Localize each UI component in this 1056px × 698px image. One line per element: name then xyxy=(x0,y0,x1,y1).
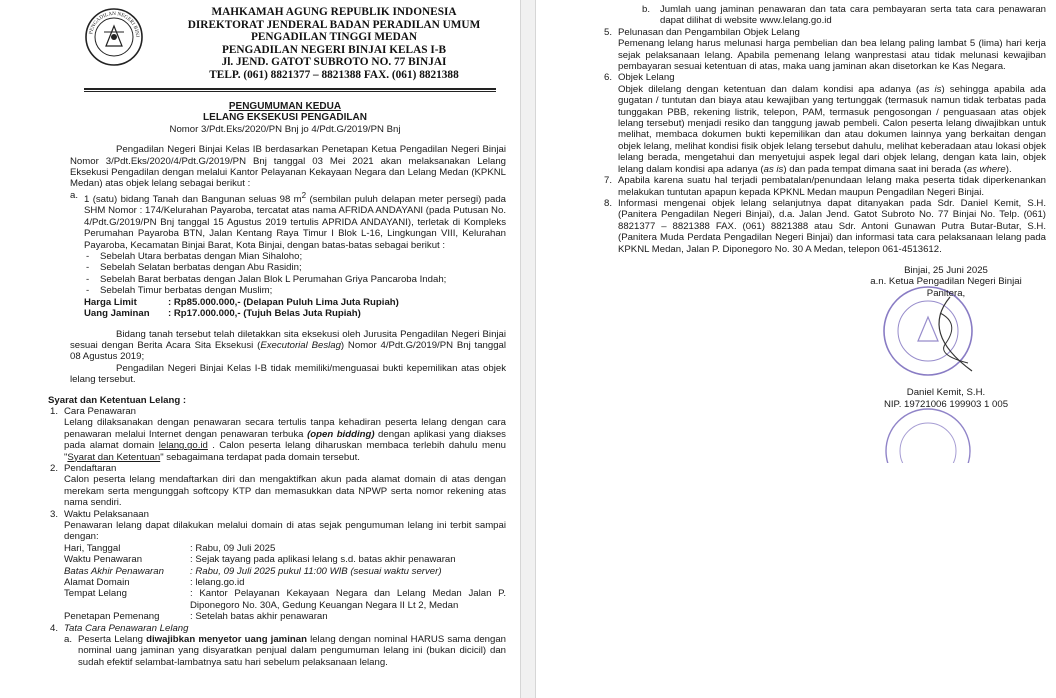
boundary-text: Sebelah Timur berbatas dengan Muslim; xyxy=(100,285,273,297)
schedule-key: Penetapan Pemenang xyxy=(64,611,160,623)
schedule-row xyxy=(64,611,506,622)
object-item xyxy=(70,190,506,320)
object-text: 1 (satu) bidang Tanah dan Bangunan seluas 98 m xyxy=(84,194,302,206)
terms-item-3 xyxy=(50,509,506,623)
terms-title: Syarat dan Ketentuan Lelang : xyxy=(48,394,187,406)
item-text: Calon peserta lelang mendaftarkan diri dan mengaktifkan akun pada alamat domain di atas dengan merekam serta mengunggah softcopy KTP dan memasukkan data NPWP serta nomor rekening atas nama sendiri. xyxy=(64,474,506,509)
item-number: 8. xyxy=(604,197,613,209)
boundary-text: Sebelah Selatan berbatas dengan Abu Rasidin; xyxy=(100,262,302,274)
text-run: Peserta Lelang xyxy=(78,634,147,646)
schedule-row xyxy=(64,543,506,554)
item-text: Informasi mengenai objek lelang selanjutnya dapat ditanyakan pada Sdr. Daniel Kemit, S.H. (Panitera Pengadilan Negeri Binjai), d.a. Jalan Jend. Gatot Subroto No. 77 Binjai No. Telp. (061) 8821377 – 8821388 FAX. (061) 8821388 atau Sdr. Antoni Gunawan Putra Butar-Butar, S.H. (Panitera Muda Perdata Pengadilan Negeri Binjai) dan informasi tata cara pelaksanaan lelang pada KPKNL Medan, Jalan P. Diponegoro No. 30 A Medan, telepon 061-4513612. xyxy=(618,197,1046,255)
seal-lettering: PENGADILAN NEGERI BINJ xyxy=(88,10,141,38)
sita-text: Bidang tanah tersebut telah diletakkan sita eksekusi oleh Jurusita Pengadilan Negeri Binjai sesuai dengan Berita Acara Sita Eksekusi ( xyxy=(70,328,506,351)
terms-item-6 xyxy=(604,72,1046,175)
announcement-title xyxy=(64,101,506,135)
object-description xyxy=(84,190,506,251)
harga-limit-value: : Rp85.000.000,- (Delapan Puluh Lima Juta Rupiah) xyxy=(168,296,399,308)
boundary-text: Sebelah Barat berbatas dengan Jalan Blok L Perumahan Griya Pancaroba Indah; xyxy=(100,273,447,285)
text-run: ) sehingga apabila ada gugatan / tuntutan dan biaya atau kewajiban yang tertunggak (termasuk namun tidak terbatas pada tunggakan PBB, rekening listrik, telepon, PAM, termasuk pengosongan / penguasaan atas objek lelang tersebut) menjadi resiko dan tanggung jawab pembeli. Calon peserta lelang diwajibkan untuk melihat, membaca dokumen bukti kepemilikan dan atau dokumen lainnya yang berkaitan dengan objek lelang, melihat kondisi fisik objek lelang tersebut dahulu, melihat keberadaan atau lokasi objek lelang berada, mengetahui dan menyetujui aspek legal dari objek lelang, dengan kata lain, objek lelang dalam kondisi apa adanya ( xyxy=(618,83,1046,175)
item-heading: Tata Cara Penawaran Lelang xyxy=(64,622,189,634)
sita-paragraph xyxy=(70,329,506,363)
signature-name: Daniel Kemit, S.H. xyxy=(906,387,986,399)
item-heading: Pelunasan dan Pengambilan Objek Lelang xyxy=(618,26,800,38)
boundary-text: Sebelah Utara berbatas dengan Mian Sihaloho; xyxy=(100,251,303,263)
schedule-row xyxy=(64,566,506,577)
schedule-key: Batas Akhir Penawaran xyxy=(64,565,164,577)
item-text xyxy=(64,417,506,463)
letterhead-text xyxy=(164,6,504,82)
item-number: 3. xyxy=(50,508,59,520)
page-gutter xyxy=(520,0,536,698)
text-run-bold: (open bidding) xyxy=(307,428,375,440)
item-label: a. xyxy=(70,189,79,201)
text-run-italic: as where xyxy=(966,163,1006,175)
harga-limit-label: Harga Limit xyxy=(84,296,137,308)
court-stamp-seal xyxy=(880,403,976,463)
title-line-2: LELANG EKSEKUSI PENGADILAN xyxy=(203,112,367,124)
schedule-key: Tempat Lelang xyxy=(64,588,127,600)
schedule-value: : Rabu, 09 Juli 2025 pukul 11:00 WIB (sesuai waktu server) xyxy=(190,565,442,577)
terms-item-4 xyxy=(50,623,506,669)
text-run: . Calon peserta lelang diharuskan membaca terlebih dahulu menu " xyxy=(64,440,506,463)
terms-menu-link[interactable]: Syarat dan Ketentuan xyxy=(67,451,161,463)
bullet-dash: - xyxy=(86,273,90,285)
intro-paragraph: Pengadilan Negeri Binjai Kelas IB berdasarkan Penetapan Ketua Pengadilan Negeri Binjai Nomor 3/Pdt.Eks/2020/4/Pdt.G/2019/PN Bnj tanggal 03 Mei 2021 akan melaksanakan Lelang Eksekusi Pengadilan dengan melalui Kantor Pelayanan Kekayaan Negara dan Lelang Medan (KPKNL Medan) atas objek lelang sebagai berikut : xyxy=(70,144,506,190)
letterhead-line: TELP. (061) 8821377 – 8821388 FAX. (061) 8821388 xyxy=(209,68,459,81)
item-heading: Objek Lelang xyxy=(618,72,675,84)
sita-italic: Executorial Beslag xyxy=(260,339,341,351)
letterhead-rule xyxy=(84,88,496,90)
subitem-b xyxy=(642,4,1046,27)
item-number: 2. xyxy=(50,462,59,474)
superscript: 2 xyxy=(301,190,307,200)
schedule-key: Hari, Tanggal xyxy=(64,542,121,554)
signature-role: Panitera, xyxy=(926,287,966,299)
uang-jaminan-row xyxy=(84,308,506,319)
signature-nip: NIP. 19721006 199903 1 005 xyxy=(883,398,1009,410)
schedule-value: : lelang.go.id xyxy=(190,577,245,589)
signature-on-behalf: a.n. Ketua Pengadilan Negeri Binjai xyxy=(870,276,1022,288)
letterhead-line: DIREKTORAT JENDERAL BADAN PERADILAN UMUM xyxy=(187,18,481,31)
bullet-dash: - xyxy=(86,285,90,297)
text-run: " sebagaimana terdapat pada domain tersebut. xyxy=(160,451,360,463)
document-page-right xyxy=(536,0,1056,698)
text-run: Lelang dilaksanakan dengan penawaran secara tertulis tanpa kehadiran peserta lelang dengan cara penawaran melalui Internet dengan penawaran terbuka xyxy=(64,417,506,440)
object-text: (sembilan puluh delapan meter persegi) pada SHM Nomor : 174/Kelurahan Payaroba, tercatat atas nama AFRIDA ANDAYANI (pada Putusan No. 4/Pdt.G/2019/PN Bnj tanggal 15 Agustus 2019 tertulis APRIDA ANDAYANI), terletak di Kompleks Perumahan Payaroba BTN, Jalan Kentang Raya Timur I Blok L-16, Lingkungan VIII, Kelurahan Payaroba, Kecamatan Binjai Barat, Kota Binjai, dengan batas-batas sebagai berikut : xyxy=(84,194,506,251)
list-item xyxy=(84,251,506,262)
signature-date: Binjai, 25 Juni 2025 xyxy=(904,264,988,276)
item-number: 7. xyxy=(604,175,613,187)
boundaries-list xyxy=(84,251,506,297)
text-run-bold: diwajibkan menyetor uang jaminan xyxy=(146,634,307,646)
letterhead xyxy=(24,4,506,92)
item-heading: Cara Penawaran xyxy=(64,405,136,417)
schedule-row xyxy=(64,577,506,588)
terms-item-2 xyxy=(50,463,506,509)
schedule-value: : Rabu, 09 Juli 2025 xyxy=(190,542,276,554)
item-text xyxy=(618,84,1046,175)
item-heading: Pendaftaran xyxy=(64,462,117,474)
signature-block xyxy=(550,265,1046,445)
item-number: 4. xyxy=(50,622,59,634)
title-line-3: Nomor 3/Pdt.Eks/2020/PN Bnj jo 4/Pdt.G/2019/PN Bnj xyxy=(169,123,401,135)
letterhead-line: MAHKAMAH AGUNG REPUBLIK INDONESIA xyxy=(211,6,457,18)
item-text: Pemenang lelang harus melunasi harga pembelian dan bea lelang paling lambat 5 (lima) hari kerja sejak pelaksanaan lelang. Apabila pemenang lelang wanprestasi atau tidak melunasi kewajiban pembayaran sesuai ketentuan di atas, maka uang jaminan akan disetorkan ke Kas Negara. xyxy=(618,38,1046,73)
schedule-key: Waktu Penawaran xyxy=(64,554,143,566)
text-run: Objek dilelang dengan ketentuan dan dalam kondisi apa adanya ( xyxy=(618,83,920,95)
document-page-left xyxy=(0,0,520,698)
text-run-italic: as is xyxy=(763,163,784,175)
text-run: ). xyxy=(1005,163,1012,175)
item-text xyxy=(78,634,506,668)
item-number: 1. xyxy=(50,405,59,417)
schedule-value: : Sejak tayang pada aplikasi lelang s.d. batas akhir penawaran xyxy=(190,554,456,566)
item-label: b. xyxy=(642,4,651,15)
text-run: dengan aplikasi yang diakses pada alamat domain xyxy=(64,428,506,452)
item-number: 6. xyxy=(604,72,613,84)
letterhead-line: PENGADILAN TINGGI MEDAN xyxy=(250,31,418,44)
terms-item-5 xyxy=(604,27,1046,73)
text-run: lelang dengan nominal HARUS sama dengan nominal uang jaminan yang disyaratkan penjual dalam pengumuman lelang ini (bukan dicicil) dan sudah efektif selambat-lambatnya satu hari sebelum pelaksanaan lelang. xyxy=(78,634,506,668)
list-item xyxy=(84,262,506,273)
item-heading: Waktu Pelaksanaan xyxy=(64,508,149,520)
schedule-value: : Kantor Pelayanan Kekayaan Negara dan Lelang Medan Jalan P. Diponegoro No. 30A, Gedung Keuangan Negara II Lt 2, Medan xyxy=(190,588,506,611)
schedule-key: Alamat Domain xyxy=(64,577,130,589)
terms-item-7 xyxy=(604,175,1046,198)
text-run-italic: as is xyxy=(919,83,942,95)
item-number: 5. xyxy=(604,26,613,38)
domain-link[interactable]: lelang.go.id xyxy=(158,440,208,452)
bullet-dash: - xyxy=(86,251,90,263)
schedule-row xyxy=(64,554,506,565)
list-item xyxy=(84,274,506,285)
schedule-row xyxy=(64,588,506,611)
letterhead-line: PENGADILAN NEGERI BINJAI KELAS I-B xyxy=(221,43,447,56)
letterhead-line: Jl. JEND. GATOT SUBROTO NO. 77 BINJAI xyxy=(221,56,447,69)
signature-text xyxy=(846,265,1046,410)
bukti-paragraph: Pengadilan Negeri Binjai Kelas I-B tidak memiliki/menguasai bukti kepemilikan atas objek lelang tersebut. xyxy=(70,362,506,386)
title-line-1: PENGUMUMAN KEDUA xyxy=(228,101,342,112)
sita-text: ) Nomor 4/Pdt.G/2019/PN Bnj tanggal 08 Agustus 2019; xyxy=(70,339,507,363)
item-text: Penawaran lelang dapat dilakukan melalui domain di atas sejak pengumuman lelang ini terbit sampai dengan: xyxy=(64,520,506,543)
terms-item-1 xyxy=(50,406,506,463)
court-seal-logo xyxy=(84,6,144,68)
terms-item-8 xyxy=(604,198,1046,255)
item-label: a. xyxy=(64,634,73,646)
schedule-value: : Setelah batas akhir penawaran xyxy=(190,611,328,623)
item-text: Jumlah uang jaminan penawaran dan tata cara pembayaran serta tata cara penawaran dapat dilihat di website www.lelang.go.id xyxy=(660,4,1046,27)
uang-jaminan-label: Uang Jaminan xyxy=(84,308,150,320)
uang-jaminan-value: : Rp17.000.000,- (Tujuh Belas Juta Rupiah) xyxy=(168,308,361,320)
bullet-dash: - xyxy=(86,262,90,274)
subitem-a xyxy=(64,634,506,668)
list-item xyxy=(84,285,506,296)
item-text: Apabila karena suatu hal terjadi pembatalan/penundaan lelang maka peserta tidak diperkenankan melakukan tuntutan apapun kepada KPKNL Medan maupun Pengadilan Negeri Binjai. xyxy=(618,175,1046,198)
svg-text:PENGADILAN NEGERI BINJAI xyxy=(84,6,140,37)
letterhead-rule xyxy=(84,91,496,92)
text-run: ) dan pada tempat dimana saat ini berada ( xyxy=(783,163,967,175)
harga-limit-row xyxy=(84,297,506,308)
